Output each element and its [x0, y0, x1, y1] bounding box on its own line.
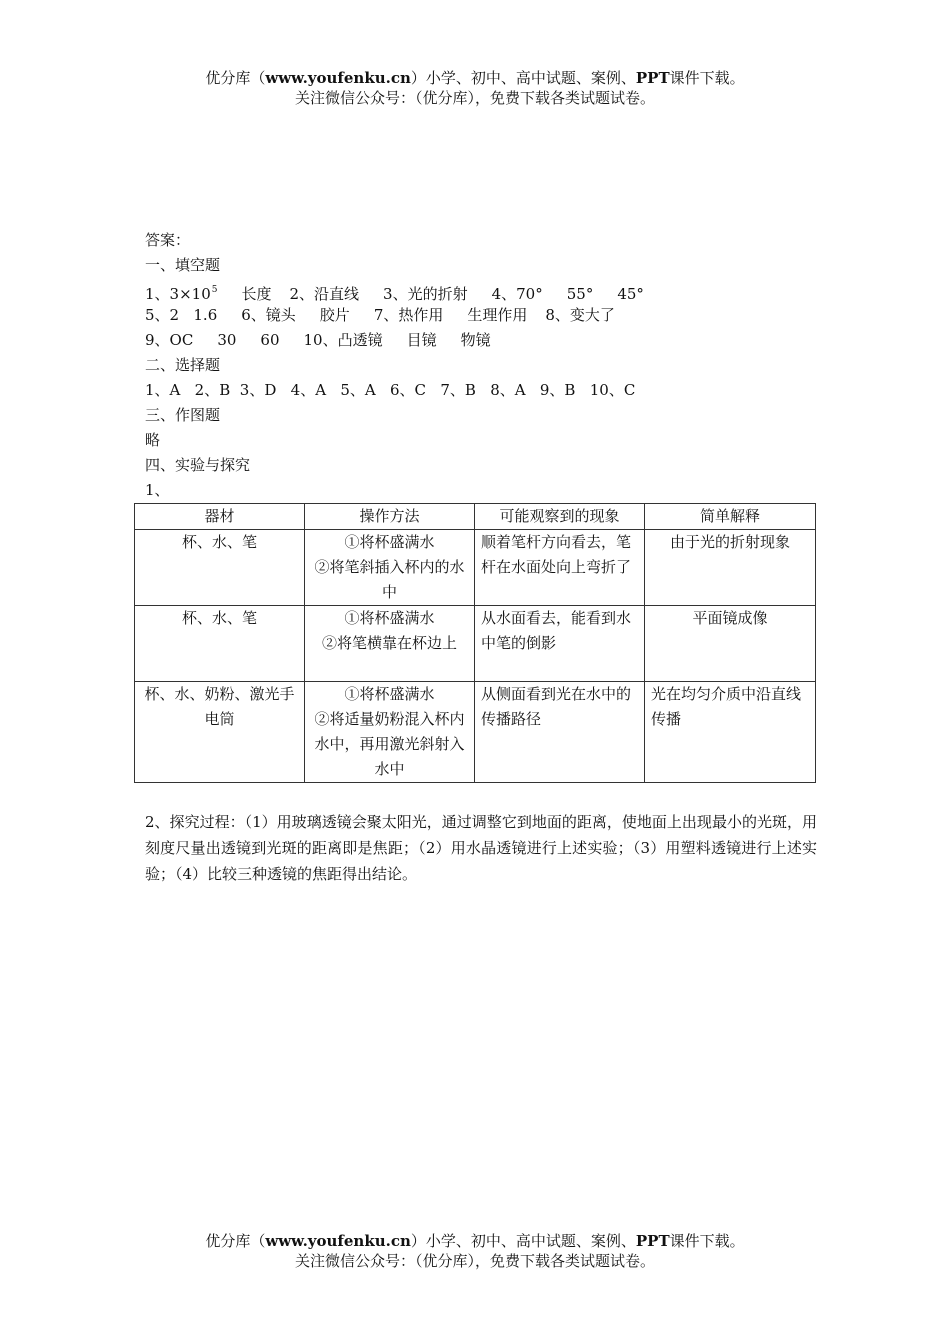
cell-method: ①将杯盛满水 ②将笔斜插入杯内的水中: [305, 530, 475, 606]
header-phenomenon: 可能观察到的现象: [475, 504, 645, 530]
header-equipment: 器材: [135, 504, 305, 530]
cell-method: ①将杯盛满水 ②将适量奶粉混入杯内水中，再用激光斜射入水中: [305, 682, 475, 783]
page-header: [0, 68, 950, 108]
cell-phenomenon: 从水面看去，能看到水中笔的倒影: [475, 606, 645, 682]
cell-phenomenon: 从侧面看到光在水中的传播路径: [475, 682, 645, 783]
section-fill-title: 一、填空题: [145, 256, 221, 274]
page-footer: [0, 1231, 950, 1271]
table-header-row: [135, 504, 816, 530]
section-choice-title: 二、选择题: [145, 356, 221, 374]
footer-site-link[interactable]: www.youfenku.cn: [265, 1232, 411, 1250]
cell-phenomenon: 顺着笔杆方向看去，笔杆在水面处向上弯折了: [475, 530, 645, 606]
drawing-answer: 略: [145, 431, 161, 449]
experiment-q2-answer: 2、探究过程：（1）用玻璃透镜会聚太阳光，通过调整它到地面的距离，使地面上出现最小的光斑，用刻度尺量出透镜到光斑的距离即是焦距；（2）用水晶透镜进行上述实验；（3）用塑料透镜进行上述实验；（4）比较三种透镜的焦距得出结论。: [145, 813, 817, 883]
answer-content: [145, 228, 815, 887]
answers-title: 答案：: [145, 231, 191, 249]
exponent: 5: [211, 285, 218, 295]
section-experiment-title: 四、实验与探究: [145, 456, 251, 474]
fill-row-1: 1、$3\times 10^5$ 长度 2、沿直线 3、光的折射 4、70° 55° 45°: [145, 285, 644, 303]
cell-explanation: 由于光的折射现象: [645, 530, 816, 606]
table-row: [135, 682, 816, 783]
header-method: 操作方法: [305, 504, 475, 530]
footer-line-1: 优分库（www.youfenku.cn）小学、初中、高中试题、案例、PPT课件下载。: [205, 1232, 745, 1250]
cell-equipment: 杯、水、笔: [135, 606, 305, 682]
cell-explanation: 光在均匀介质中沿直线传播: [645, 682, 816, 783]
header-line-2: 关注微信公众号：（优分库），免费下载各类试题试卷。: [294, 89, 655, 107]
fill-row-3: 9、OC 30 60 10、凸透镜 目镜 物镜: [145, 331, 491, 349]
footer-line-2: 关注微信公众号：（优分库），免费下载各类试题试卷。: [294, 1252, 655, 1270]
section-drawing-title: 三、作图题: [145, 406, 221, 424]
cell-equipment: 杯、水、奶粉、激光手电筒: [135, 682, 305, 783]
cell-explanation: 平面镜成像: [645, 606, 816, 682]
table-row: [135, 606, 816, 682]
header-explanation: 简单解释: [645, 504, 816, 530]
fill-row-2: 5、2 1.6 6、镜头 胶片 7、热作用 生理作用 8、变大了: [145, 306, 615, 324]
cell-equipment: 杯、水、笔: [135, 530, 305, 606]
header-site-link[interactable]: www.youfenku.cn: [265, 69, 411, 87]
header-line-1: 优分库（www.youfenku.cn）小学、初中、高中试题、案例、PPT课件下载。: [205, 69, 745, 87]
choice-answers: 1、A 2、B 3、D 4、A 5、A 6、C 7、B 8、A 9、B 10、C: [145, 381, 636, 399]
cell-method: ①将杯盛满水 ②将笔横靠在杯边上: [305, 606, 475, 682]
table-row: [135, 530, 816, 606]
experiment-q1-label: 1、: [145, 481, 170, 499]
experiment-table: [134, 503, 816, 783]
